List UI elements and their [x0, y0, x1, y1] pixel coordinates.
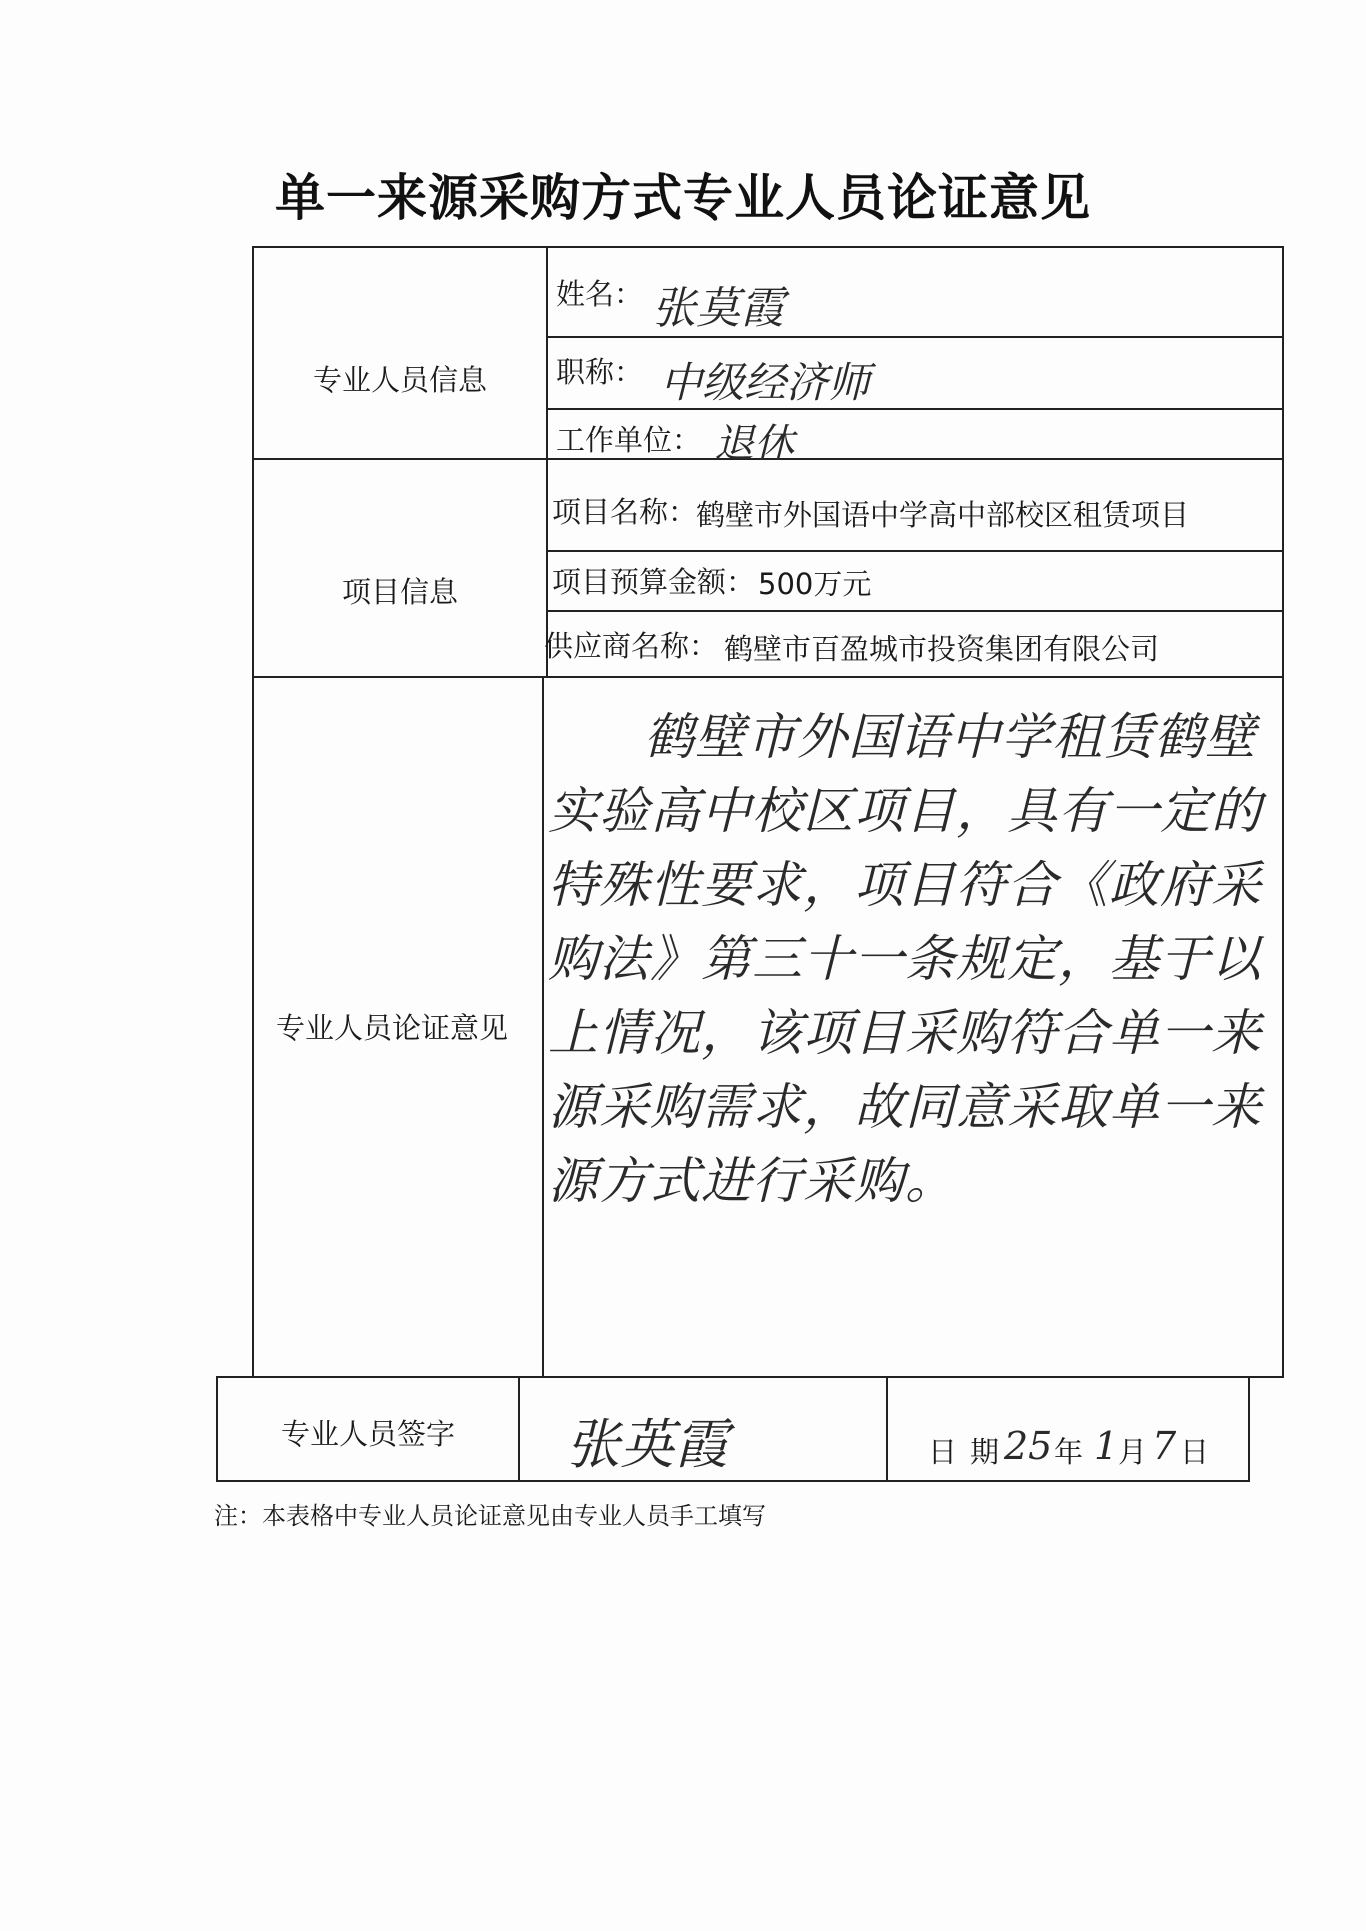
date-day: 7: [1152, 1424, 1177, 1468]
document-title: 单一来源采购方式专业人员论证意见: [275, 168, 1091, 227]
column-divider-date: [886, 1376, 888, 1480]
name-value: 张莫霞: [652, 283, 784, 334]
date-label-ri: 日: [928, 1435, 958, 1469]
date-month: 1: [1094, 1424, 1119, 1468]
job-title-label: 职称：: [556, 355, 644, 389]
table-border-right-upper: [1282, 246, 1284, 1376]
table-border-bottom: [216, 1480, 1250, 1482]
employer-label: 工作单位：: [556, 423, 702, 457]
opinion-label: 专业人员论证意见: [275, 1011, 508, 1045]
row-divider-title: [546, 408, 1284, 410]
column-divider-signature: [518, 1376, 520, 1480]
budget-label: 项目预算金额：: [552, 565, 756, 599]
date-label-qi: 期: [970, 1435, 1000, 1469]
employer-value: 退休: [714, 421, 794, 467]
job-title-value: 中级经济师: [660, 358, 871, 407]
signature-label: 专业人员签字: [280, 1417, 455, 1451]
section-divider-2: [252, 676, 1284, 678]
date-month-unit: 月: [1118, 1435, 1148, 1469]
table-border-top: [252, 246, 1284, 248]
expert-info-label: 专业人员信息: [312, 363, 487, 397]
supplier-value: 鹤壁市百盈城市投资集团有限公司: [724, 632, 1160, 666]
table-border-right-lower: [1248, 1376, 1250, 1482]
table-border-left-upper: [252, 246, 254, 1376]
row-divider-budget: [546, 610, 1284, 612]
row-divider-name: [546, 336, 1284, 338]
budget-value: 500万元: [758, 567, 872, 601]
opinion-text: 鹤壁市外国语中学租赁鹤壁实验高中校区项目，具有一定的特殊性要求，项目符合《政府采购法》第三十一条规定，基于以上情况，该项目采购符合单一来源采购需求，故同意采取单一来源方式进行采购。: [548, 708, 1262, 1210]
date-year-unit: 年: [1054, 1435, 1084, 1469]
date-day-unit: 日: [1180, 1435, 1210, 1469]
signature-row-top: [216, 1376, 1284, 1378]
name-label: 姓名：: [556, 277, 644, 311]
row-divider-project-name: [546, 550, 1284, 552]
signature-value: 张英霞: [566, 1413, 728, 1476]
project-name-label: 项目名称：: [552, 495, 698, 529]
date-year: 25: [1004, 1424, 1053, 1468]
project-info-label: 项目信息: [341, 575, 458, 609]
project-name-value: 鹤壁市外国语中学高中部校区租赁项目: [696, 498, 1190, 532]
footnote: 注：本表格中专业人员论证意见由专业人员手工填写: [214, 1502, 766, 1530]
supplier-label: 供应商名称：: [544, 629, 719, 663]
column-divider-middle: [542, 676, 544, 1376]
